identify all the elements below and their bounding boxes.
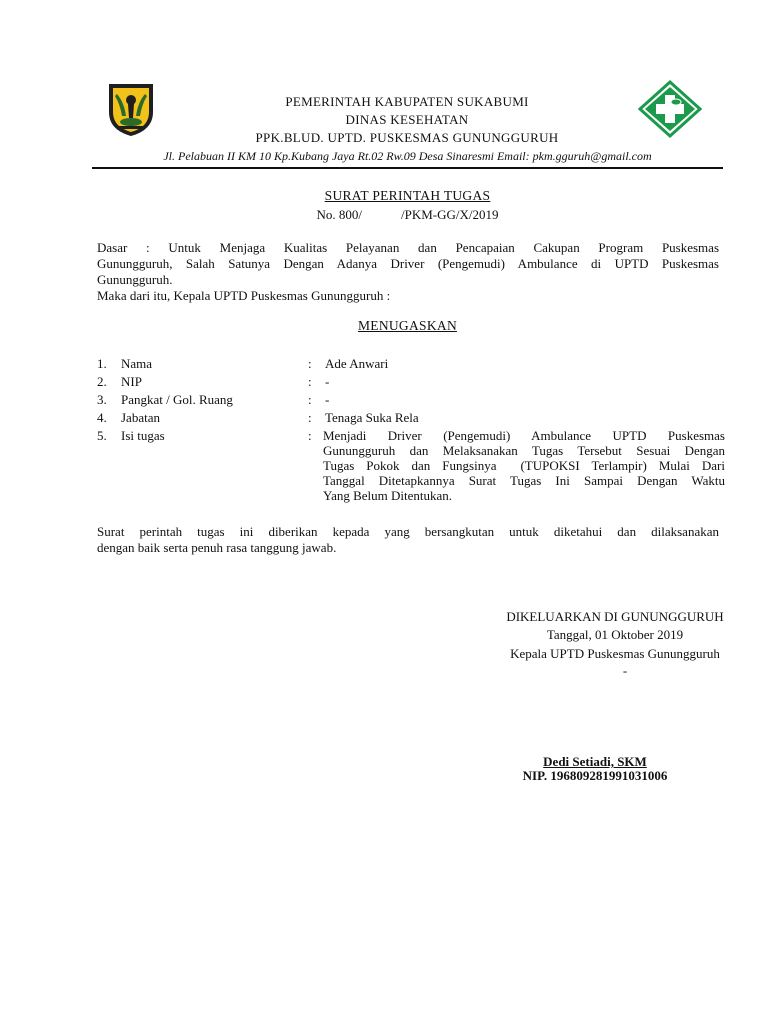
header-line-2: DINAS KESEHATAN [345, 112, 469, 127]
item-colon: : [308, 374, 312, 389]
item-value: - [325, 374, 330, 389]
signature-dash: - [622, 663, 628, 678]
item-label: NIP [121, 374, 142, 389]
signer-position: Kepala UPTD Puskesmas Gunungguruh [510, 646, 720, 661]
header-address: Jl. Pelabuan II KM 10 Kp.Kubang Jaya Rt.02 Rw.09 Desa Sinaresmi Email: pkm.gguruh@gmail.com [163, 149, 652, 163]
basis-line-1: Dasar : Untuk Menjaga Kualitas Pelayanan dan Pencapaian Cakupan Program Puskesmas [97, 240, 719, 255]
item-number: 5. [97, 428, 107, 443]
issue-date: Tanggal, 01 Oktober 2019 [546, 627, 684, 642]
assign-heading: MENUGASKAN [357, 318, 457, 333]
task-line-3: Tugas Pokok dan Fungsinya (TUPOKSI Terlampir) Mulai Dari [323, 458, 725, 473]
item-number: 1. [97, 356, 107, 371]
sukabumi-emblem-icon [106, 82, 156, 138]
task-line-4: Tanggal Ditetapkannya Surat Tugas Ini Sampai Dengan Waktu [323, 473, 725, 488]
task-line-2: Gunungguruh dan Melaksanakan Tugas Tersebut Sesuai Dengan [323, 443, 725, 458]
signer-name: Dedi Setiadi, SKM [543, 754, 647, 769]
item-value-task [323, 428, 725, 503]
item-number: 2. [97, 374, 107, 389]
task-line-5: Yang Belum Ditentukan. [323, 488, 453, 503]
closing-line-1: Surat perintah tugas ini diberikan kepada yang bersangkutan untuk diketahui dan dilaksanakan [97, 524, 719, 539]
item-colon: : [308, 392, 312, 407]
item-colon: : [308, 428, 312, 443]
header-divider [92, 167, 723, 169]
basis-paragraph [97, 240, 719, 304]
closing-paragraph [97, 524, 719, 556]
item-number: 3. [97, 392, 107, 407]
letter-number: No. 800/ /PKM-GG/X/2019 [316, 207, 499, 222]
item-number: 4. [97, 410, 107, 425]
task-line-1: Menjadi Driver (Pengemudi) Ambulance UPTD Puskesmas [323, 428, 725, 443]
item-label: Nama [121, 356, 153, 371]
issued-at: DIKELUARKAN DI GUNUNGGURUH [506, 609, 724, 624]
item-label: Jabatan [121, 410, 160, 425]
item-colon: : [308, 356, 312, 371]
basis-line-3: Gunungguruh. [97, 272, 173, 287]
basis-line-4: Maka dari itu, Kepala UPTD Puskesmas Gunungguruh : [97, 288, 391, 303]
header-line-3: PPK.BLUD. UPTD. PUSKESMAS GUNUNGGURUH [255, 130, 559, 145]
item-value: Tenaga Suka Rela [325, 410, 419, 425]
item-colon: : [308, 410, 312, 425]
item-label: Isi tugas [121, 428, 165, 443]
item-label: Pangkat / Gol. Ruang [121, 392, 233, 407]
item-value: Ade Anwari [325, 356, 389, 371]
closing-line-2: dengan baik serta penuh rasa tanggung jawab. [97, 540, 337, 555]
basis-line-2: Gunungguruh, Salah Satunya Dengan Adanya Driver (Pengemudi) Ambulance di UPTD Puskesmas [97, 256, 719, 271]
item-value: - [325, 392, 330, 407]
header-line-1: PEMERINTAH KABUPATEN SUKABUMI [285, 94, 529, 109]
letter-title: SURAT PERINTAH TUGAS [324, 188, 491, 203]
signer-nip: NIP. 196809281991031006 [522, 768, 668, 783]
